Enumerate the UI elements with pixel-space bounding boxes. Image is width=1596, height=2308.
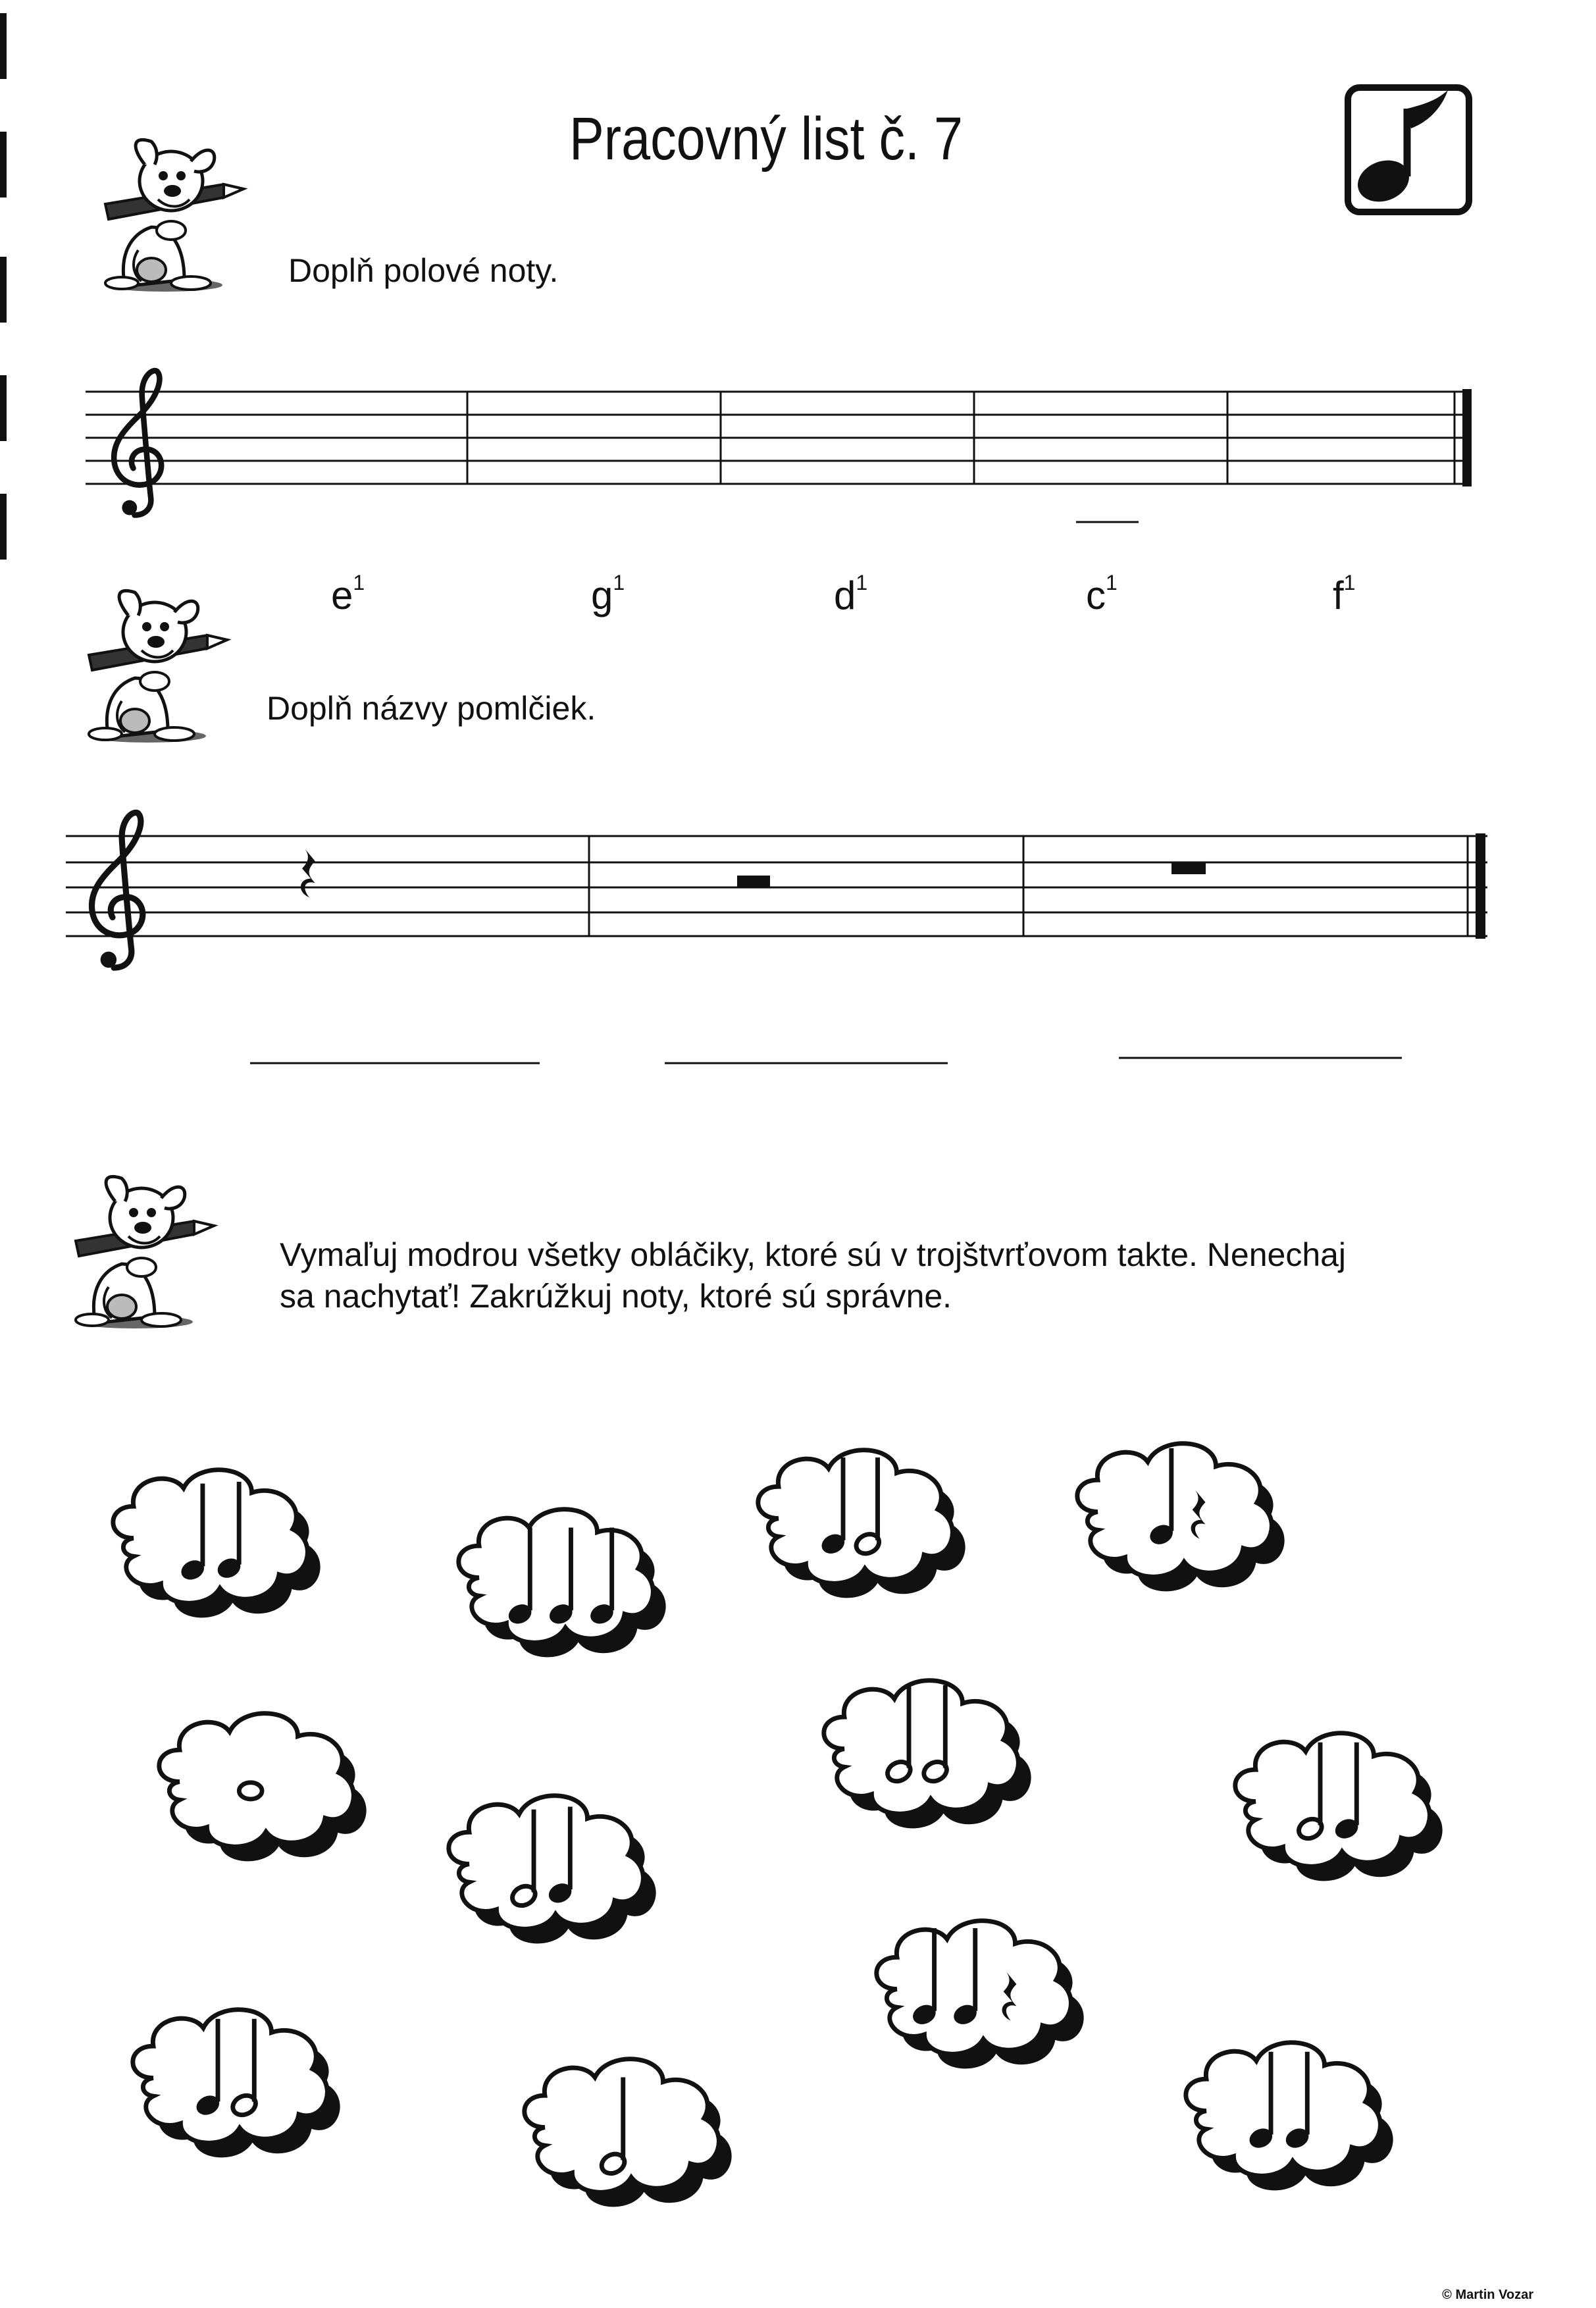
eighth-note-icon: [1343, 82, 1474, 217]
cloud-2[interactable]: [425, 1494, 675, 1665]
binding-mark: [0, 375, 7, 441]
cloud-1[interactable]: [79, 1455, 329, 1626]
exercise1-instruction: Doplň polové noty.: [288, 252, 559, 289]
cloud-8[interactable]: [415, 1781, 665, 1952]
note-name: $g^1$: [591, 571, 625, 617]
half-rest: [737, 876, 770, 887]
cloud-7[interactable]: [1201, 1718, 1451, 1889]
answer-lines: [244, 1050, 1408, 1070]
staff-1: [86, 346, 1481, 556]
binding-mark: [0, 13, 7, 79]
exercise2-instruction: Doplň názvy pomlčiek.: [267, 690, 596, 727]
staff-2: [66, 790, 1494, 1001]
whole-note: [239, 1783, 262, 1799]
cloud-12[interactable]: [1152, 2028, 1402, 2199]
dog-pencil-illustration: [76, 586, 234, 750]
binding-mark: [0, 494, 7, 560]
cloud-11[interactable]: [490, 2044, 740, 2215]
exercise3-instruction: [280, 1234, 1346, 1317]
cloud-10[interactable]: [99, 1995, 349, 2166]
note-name: $e^1$: [331, 571, 365, 617]
cloud-9[interactable]: [842, 1906, 1093, 2077]
cloud-5[interactable]: [125, 1698, 375, 1870]
note-name: $f^1$: [1333, 571, 1356, 617]
cloud-3[interactable]: [724, 1435, 974, 1606]
quarter-rest: [301, 849, 315, 898]
binding-mark: [0, 257, 7, 323]
note-name: $c^1$: [1086, 571, 1118, 617]
binding-mark: [0, 132, 7, 197]
copyright-footer: © Martin Vozar: [1442, 2288, 1533, 2302]
page-title: Pracovný list č. 7: [569, 105, 964, 172]
note-name: $d^1$: [834, 571, 868, 617]
exercise3-instruction-line1: Vymaľuj modrou všetky obláčiky, ktoré sú v trojštvrťovom takte. Nenechaj: [280, 1236, 1347, 1273]
exercise3-instruction-line2: sa nachytať! Zakrúžkuj noty, ktoré sú správne.: [280, 1277, 952, 1315]
cloud-4[interactable]: [1043, 1429, 1293, 1600]
dog-pencil-illustration: [63, 1172, 220, 1336]
dog-pencil-illustration: [92, 135, 250, 300]
cloud-6[interactable]: [790, 1665, 1040, 1837]
whole-rest: [1171, 862, 1206, 874]
